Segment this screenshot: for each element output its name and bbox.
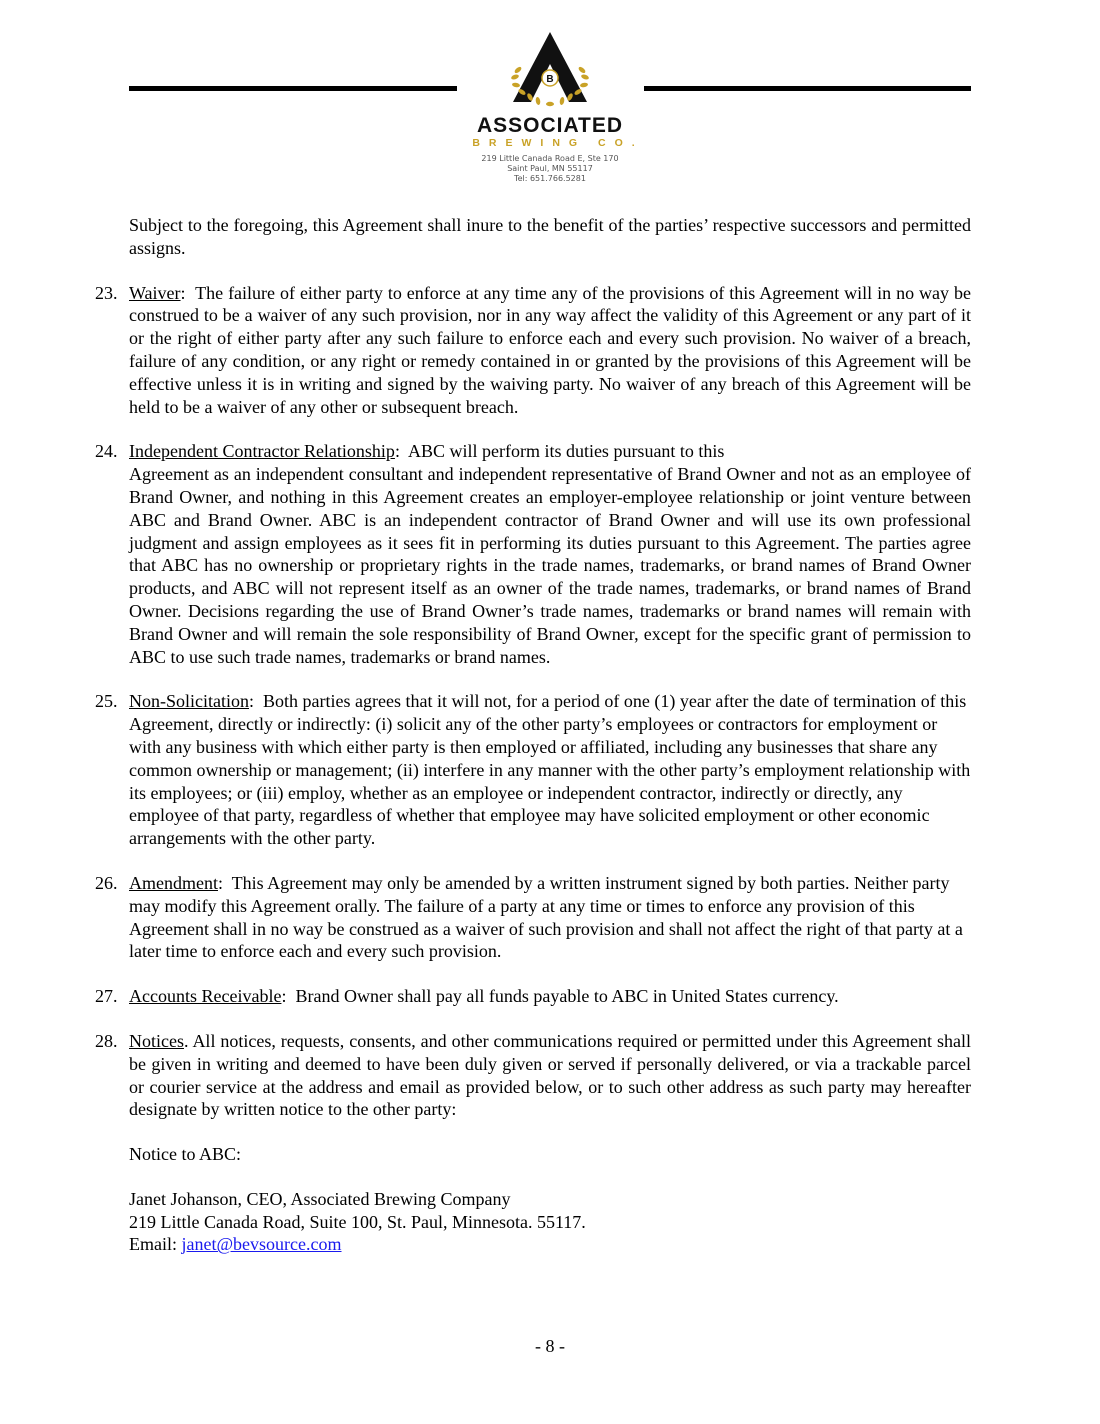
section-number: 25. [95,691,118,712]
section-first-line: ABC will perform its duties pursuant to this [407,441,725,462]
section-body: The failure of either party to enforce at any time any of the provisions of this Agreement will in no way be construed to be a waiver of any such provision, nor in any way affect the validity of this Agreement or any part of it or the right of either party after any such failure to enforce each and every such provision. No waiver of a breach, failure of any condition, or any right or remedy contained in or granted by the provisions of this Agreement will be effective unless it is in writing and signed by the waiving party. No waiver of any breach of this Agreement will be held to be a waiver of any other or subsequent breach. [129,282,971,417]
email-link[interactable]: janet@bevsource.com [181,1234,342,1255]
company-address [0,154,1100,184]
notice-email-line [129,1233,971,1256]
section-25-non-solicitation [95,690,971,850]
section-separator: . [183,1030,193,1051]
section-23-waiver [95,282,971,419]
address-line: Saint Paul, MN 55117 [507,164,593,173]
notice-heading: Notice to ABC: [129,1144,241,1165]
section-body: All notices, requests, consents, and other communications required or permitted under this Agreement shall be given in writing and deemed to have been duly given or served if personally delivered, or via a trackable parcel or courier service at the address and email as provided below, or to such other address as such party may hereafter designate by written notice to the other party: [129,1030,971,1120]
company-logo [505,30,595,114]
section-number: 27. [95,986,118,1007]
section-27-accounts-receivable [95,985,971,1008]
address-line: 219 Little Canada Road E, Ste 170 [481,154,619,163]
section-26-amendment [95,872,971,963]
section-number: 26. [95,872,118,893]
section-body: This Agreement may only be amended by a written instrument signed by both parties. Neither party may modify this Agreement orally. The failure of a party at any time or times to enforce any provision of this Agreement shall in no way be construed as a waiver of such provision and shall not affect the right of that party at a later time to enforce each and every such provision. [129,872,963,962]
section-title: Independent Contractor Relationship [129,441,395,462]
company-name: ASSOCIATED [476,114,624,137]
section-separator: : [281,986,296,1007]
logo-letter: B [546,74,554,85]
page-number: - 8 - [535,1336,565,1356]
section-title: Notices [129,1030,184,1051]
section-separator: : [394,441,408,462]
address-line: Tel: 651.766.5281 [514,174,586,183]
notice-name-line: Janet Johanson, CEO, Associated Brewing Company [129,1188,511,1209]
section-body: Both parties agrees that it will not, for a period of one (1) year after the date of termination of this Agreement, directly or indirectly: (i) solicit any of the other party’s employees or contractors for employment or with any business with which either party is then employed or affiliated, including any businesses that share any common ownership or management; (ii) interfere in any manner with the other party’s employment relationship with its employees; or (iii) employ, whether as an employee or independent contractor, indirectly or directly, any employee of that party, regardless of whether that employee may have solicited employment or other economic arrangements with the other party. [129,691,971,849]
section-number: 23. [95,282,118,303]
section-title: Non-Solicitation [129,691,249,712]
section-body: Agreement as an independent consultant and independent representative of Brand Owner and not as an employee of Brand Owner, and nothing in this Agreement creates an employer-employee relationship or joint venture between ABC and Brand Owner. ABC is an independent contractor of Brand Owner and will use its own professional judgment and assign employees as it sees fit in performing its duties pursuant to this Agreement. The parties agree that ABC has no ownership or proprietary rights in the trade names, trademarks, or brand names of Brand Owner products, and ABC will not represent itself as an owner of the trade names, trademarks, or brand names of Brand Owner. Decisions regarding the use of Brand Owner’s trade names, trademarks or brand names will remain with Brand Owner and will remain the sole responsibility of Brand Owner, except for the specific grant of permission to ABC to use such trade names, trademarks or brand names. [129,464,971,667]
section-28-notices [95,1030,971,1121]
notice-address-block [129,1188,971,1256]
section-24-independent-contractor [95,440,971,668]
company-subtitle: BREWING CO. [472,137,644,149]
email-label: Email: [129,1234,182,1255]
section-number: 28. [95,1030,118,1051]
section-body: Brand Owner shall pay all funds payable to ABC in United States currency. [295,986,839,1007]
section-separator: : [217,872,232,893]
notice-address-line: 219 Little Canada Road, Suite 100, St. Paul, Minnesota. 55117. [129,1211,586,1232]
section-separator: : [249,691,264,712]
section-separator: : [180,282,196,303]
header-rule-right [644,86,971,91]
section-number: 24. [95,441,118,462]
intro-paragraph: Subject to the foregoing, this Agreement shall inure to the benefit of the parties’ respective successors and permitted assigns. [129,215,971,258]
section-title: Amendment [129,872,218,893]
document-body [95,214,971,1278]
section-title: Waiver [129,282,181,303]
header-rule-left [129,86,457,91]
section-title: Accounts Receivable [129,986,282,1007]
